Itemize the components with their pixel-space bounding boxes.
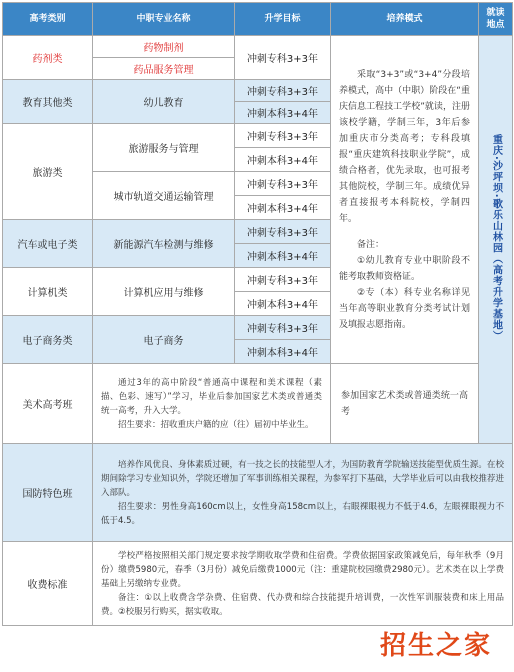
spacer [339, 227, 470, 237]
category-tourism: 旅游类 [3, 124, 93, 220]
mode-note-2: ②专（本）科专业名称详见当年高等职业教育分类考试计划及填报志愿指南。 [339, 287, 470, 330]
major-pharmaceutical-preparation: 药物制剂 [93, 36, 235, 58]
major-new-energy-vehicle: 新能源汽车检测与维修 [93, 220, 235, 268]
major-preschool-education: 幼儿教育 [93, 80, 235, 124]
target-tourism-college-2: 冲刺专科3+3年 [235, 172, 331, 196]
study-location [479, 36, 513, 444]
enrollment-table [2, 2, 513, 626]
table-row [3, 364, 513, 444]
category-ecommerce: 电子商务类 [3, 316, 93, 364]
category-education: 教育其他类 [3, 80, 93, 124]
defense-req-text: 招生要求：男性身高160cm以上，女性身高158cm以上，右眼裸眼视力不低于4.6，左眼裸眼视力不低于4.5。 [101, 501, 504, 526]
category-art: 美术高考班 [3, 364, 93, 444]
category-pharmacy: 药剂类 [3, 36, 93, 80]
target-tourism-bachelor-1: 冲刺本科3+4年 [235, 148, 331, 172]
header-row [3, 3, 513, 36]
major-computer-application: 计算机应用与维修 [93, 268, 235, 316]
table-row [3, 444, 513, 542]
target-auto-bachelor: 冲刺本科3+4年 [235, 244, 331, 268]
target-auto-college: 冲刺专科3+3年 [235, 220, 331, 244]
art-mode-text: 参加国家艺术类或普通类统一高考 [341, 390, 468, 417]
target-pharmacy: 冲刺专科3+3年 [235, 36, 331, 80]
major-rail-transit: 城市轨道交通运输管理 [93, 172, 235, 220]
major-pharmaceutical-service: 药品服务管理 [93, 58, 235, 80]
major-tourism-service: 旅游服务与管理 [93, 124, 235, 172]
defense-description [93, 444, 513, 542]
mode-main-text: 采取“3+3”或“3+4”分段培养模式，高中（中职）阶段在“重庆信息工程技工学校”就读，注册该校学籍，学制三年，3年后参加重庆市分类高考；专科段填报“重庆建筑科技职业学院”，成绩合格者，优先录取，也可报考其他院校，学制三年。成绩优异者直接报考本科院校，学制四年。 [339, 69, 470, 224]
fees-description [93, 542, 513, 626]
art-mode [331, 364, 479, 444]
study-location-text: 重庆·沙坪坝·歌乐山林园（高考升学基地） [490, 134, 502, 342]
header-mode: 培养模式 [331, 3, 479, 36]
mode-note-1: ①幼儿教育专业中职阶段不能考取教师资格证。 [339, 255, 470, 282]
target-education-college: 冲刺专科3+3年 [235, 80, 331, 102]
category-auto: 汽车或电子类 [3, 220, 93, 268]
defense-desc-text: 培养作风优良、身体素质过硬，有一技之长的技能型人才，为国防教育学院输送技能型优质生源。在校期间除学习专业知识外，学院还增加了军事训练相关课程，为参军打下基础，大学毕业后可以由我校推荐进入部队。 [101, 459, 504, 498]
category-defense: 国防特色班 [3, 444, 93, 542]
target-ecommerce-college: 冲刺专科3+3年 [235, 316, 331, 340]
major-ecommerce: 电子商务 [93, 316, 235, 364]
header-category: 高考类别 [3, 3, 93, 36]
header-target: 升学目标 [235, 3, 331, 36]
table-row [3, 542, 513, 626]
target-tourism-bachelor-2: 冲刺本科3+4年 [235, 196, 331, 220]
target-education-bachelor: 冲刺本科3+4年 [235, 102, 331, 124]
fees-note-text: 备注：①以上收费含学杂费、住宿费、代办费和综合技能提升培训费，一次性军训服装费和床上用品费。②校服另行购买，据实收取。 [101, 592, 504, 617]
target-computer-college: 冲刺专科3+3年 [235, 268, 331, 292]
art-req-text: 招生要求：招收重庆户籍的应（往）届初中毕业生。 [118, 419, 314, 430]
training-mode [331, 36, 479, 364]
site-watermark: 招生之家 [379, 631, 492, 661]
header-location: 就读地点 [479, 3, 513, 36]
category-computer: 计算机类 [3, 268, 93, 316]
art-description [93, 364, 331, 444]
mode-note-title: 备注： [357, 239, 385, 250]
target-computer-bachelor: 冲刺本科3+4年 [235, 292, 331, 316]
target-ecommerce-bachelor: 冲刺本科3+4年 [235, 340, 331, 364]
fees-desc-text: 学校严格按照相关部门规定要求按学期收取学费和住宿费。学费依据国家政策减免后，每年秋季（9月份）缴费5980元，春季（3月份）减免后缴费1000元（注：重建院校园缴费2980元）。艺术类在以上学费基础上另缴纳专业费。 [101, 550, 504, 589]
art-desc-text: 通过3年的高中阶段“普通高中课程和美术课程（素描、色彩、速写）”学习，毕业后参加国家艺术类或普通类统一高考，升入大学。 [101, 377, 322, 416]
category-fees: 收费标准 [3, 542, 93, 626]
header-major: 中职专业名称 [93, 3, 235, 36]
target-tourism-college-1: 冲刺专科3+3年 [235, 124, 331, 148]
table-row [3, 36, 513, 58]
